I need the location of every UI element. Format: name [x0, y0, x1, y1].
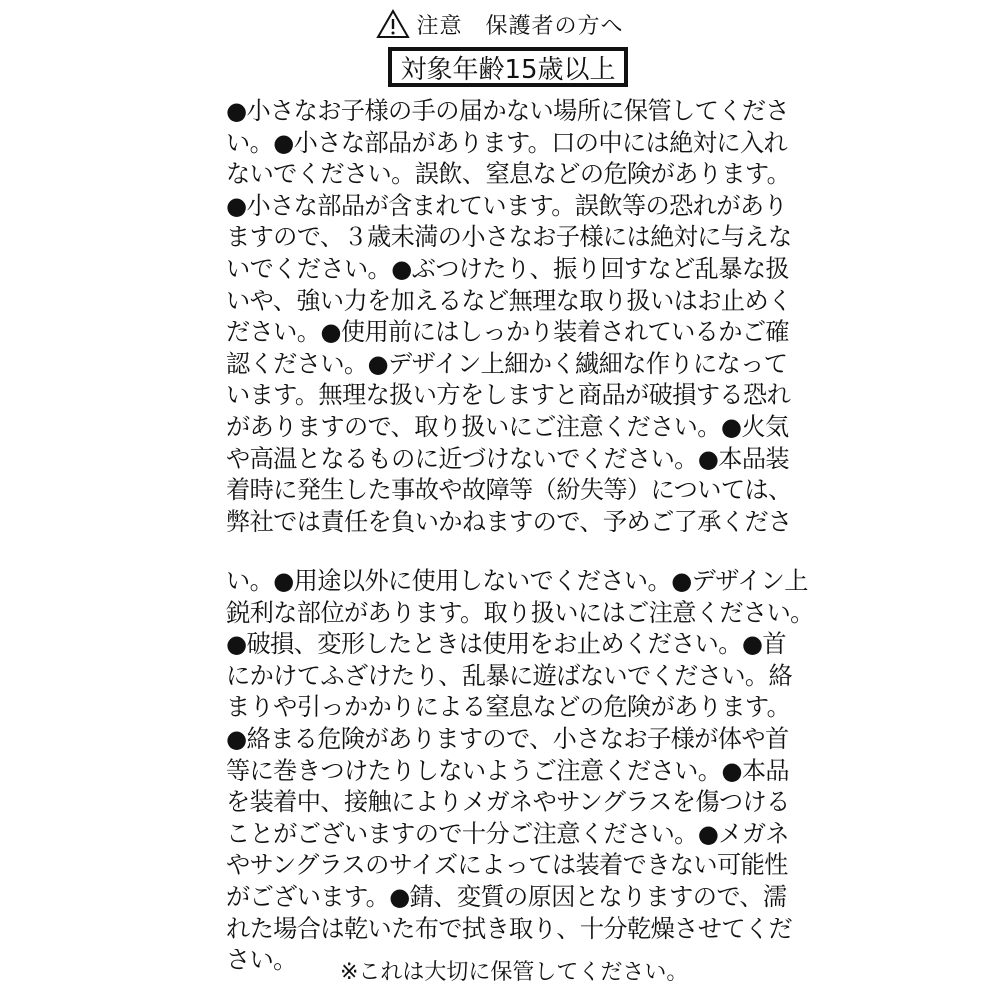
text-line: ●小さなお子様の手の届かない場所に保管してくださ: [226, 97, 790, 125]
warning-triangle-icon: [376, 9, 410, 39]
text-line: 着時に発生した事故や故障等（紛失等）については、: [226, 476, 792, 505]
text-line: 等に巻きつけたりしないようご注意ください。●本品: [226, 756, 790, 785]
caution-title: 注意 保護者の方へ: [416, 13, 624, 39]
text-line: ださい。●使用前にはしっかり装着されているかご確: [226, 318, 790, 347]
text-line: ●小さな部品が含まれています。誤飲等の恐れがあり: [226, 191, 788, 220]
text-line: やサングラスのサイズによっては装着できない可能性: [226, 851, 788, 880]
text-line: いでください。●ぶつけたり、振り回すなど乱暴な扱: [226, 254, 790, 283]
keep-notice-footer: ※これは大切に保管してください。: [340, 960, 689, 985]
text-line: を装着中、接触によりメガネやサングラスを傷つける: [226, 788, 790, 817]
text-line: 認ください。●デザイン上細かく繊細な作りになって: [226, 349, 788, 378]
text-line: さい。: [226, 946, 297, 975]
caution-header: [0, 8, 1000, 40]
text-line: がございます。●錆、変質の原因となりますので、濡: [226, 882, 787, 911]
text-line: い。●用途以外に使用しないでください。●デザイン上: [226, 567, 808, 595]
text-line: ●絡まる危険がありますので、小さなお子様が体や首: [226, 724, 789, 753]
text-line: います。無理な扱い方をしますと商品が破損する恐れ: [226, 381, 791, 410]
text-line: れた場合は乾いた布で拭き取り、十分乾燥させてくだ: [226, 914, 793, 943]
warning-text-block-1: [226, 96, 796, 538]
text-line: にかけてふざけたり、乱暴に遊ばないでください。絡: [226, 661, 793, 690]
text-line: ますので、３歳未満の小さなお子様には絶対に与えな: [226, 223, 792, 252]
text-line: ことがございますので十分ご注意ください。●メガネ: [226, 819, 790, 848]
warning-text-block-2: [226, 566, 814, 977]
text-line: 鋭利な部位があります。取り扱いにはご注意ください。: [226, 598, 814, 627]
text-line: い。●小さな部品があります。口の中には絶対に入れ: [226, 128, 788, 157]
text-line: 弊社では責任を負いかねますので、予めご了承くださ: [226, 507, 792, 536]
text-line: ないでください。誤飲、窒息などの危険があります。: [226, 160, 791, 189]
text-line: がありますので、取り扱いにご注意ください。●火気: [226, 412, 789, 441]
age-rating-box: 対象年齢15歳以上: [388, 47, 628, 87]
text-line: まりや引っかかりによる窒息などの危険があります。: [226, 693, 791, 722]
text-line: いや、強い力を加えるなど無理な取り扱いはお止めく: [226, 286, 792, 315]
text-line: ●破損、変形したときは使用をお止めください。●首: [226, 630, 786, 659]
text-line: や高温となるものに近づけないでください。●本品装: [226, 444, 790, 473]
